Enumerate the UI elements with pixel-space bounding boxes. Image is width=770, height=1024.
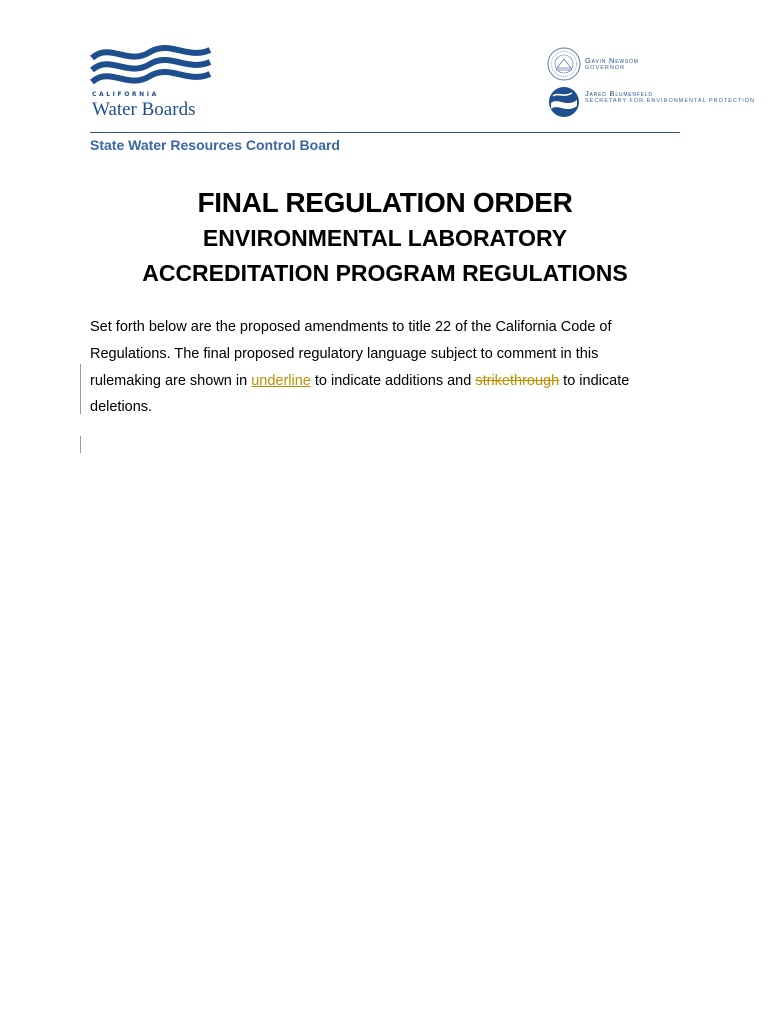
change-bar <box>80 436 81 453</box>
secretary-name: Jared Blumenfeld <box>585 89 653 98</box>
document-title: FINAL REGULATION ORDER <box>197 187 573 218</box>
intro-paragraph <box>90 314 680 421</box>
document-subtitle-line-2: ACCREDITATION PROGRAM REGULATIONS <box>142 260 628 286</box>
water-waves-icon <box>90 44 212 90</box>
underline-example: underline <box>251 372 311 389</box>
secretary-title: SECRETARY FOR ENVIRONMENTAL PROTECTION <box>585 98 756 104</box>
paragraph-text: to indicate additions and <box>310 372 476 389</box>
change-bar <box>80 364 81 414</box>
paragraph-line: Set forth below are the proposed amendments to title 22 of the California Code of <box>90 319 612 335</box>
state-seal-icon <box>547 47 581 81</box>
logo-state-text: CALIFORNIA <box>92 91 159 98</box>
calepa-logo-icon <box>548 86 580 118</box>
board-name: State Water Resources Control Board <box>90 137 340 153</box>
governor-title: GOVERNOR <box>585 65 626 71</box>
governor-name: Gavin Newsom <box>585 56 639 65</box>
document-subtitle-line-1: ENVIRONMENTAL LABORATORY <box>202 225 568 251</box>
secretary-block <box>585 89 755 105</box>
governor-block <box>585 56 639 72</box>
paragraph-text: to indicate <box>559 372 630 389</box>
paragraph-line <box>90 368 680 395</box>
logo-name-text: Water Boards <box>92 99 196 120</box>
paragraph-text: rulemaking are shown in <box>90 372 252 389</box>
paragraph-line: Regulations. The final proposed regulatory language subject to comment in this <box>90 345 599 362</box>
header-divider <box>90 132 680 133</box>
title-block <box>90 186 680 290</box>
strikethrough-example: strikethrough <box>475 372 560 389</box>
paragraph-line: deletions. <box>90 399 153 416</box>
